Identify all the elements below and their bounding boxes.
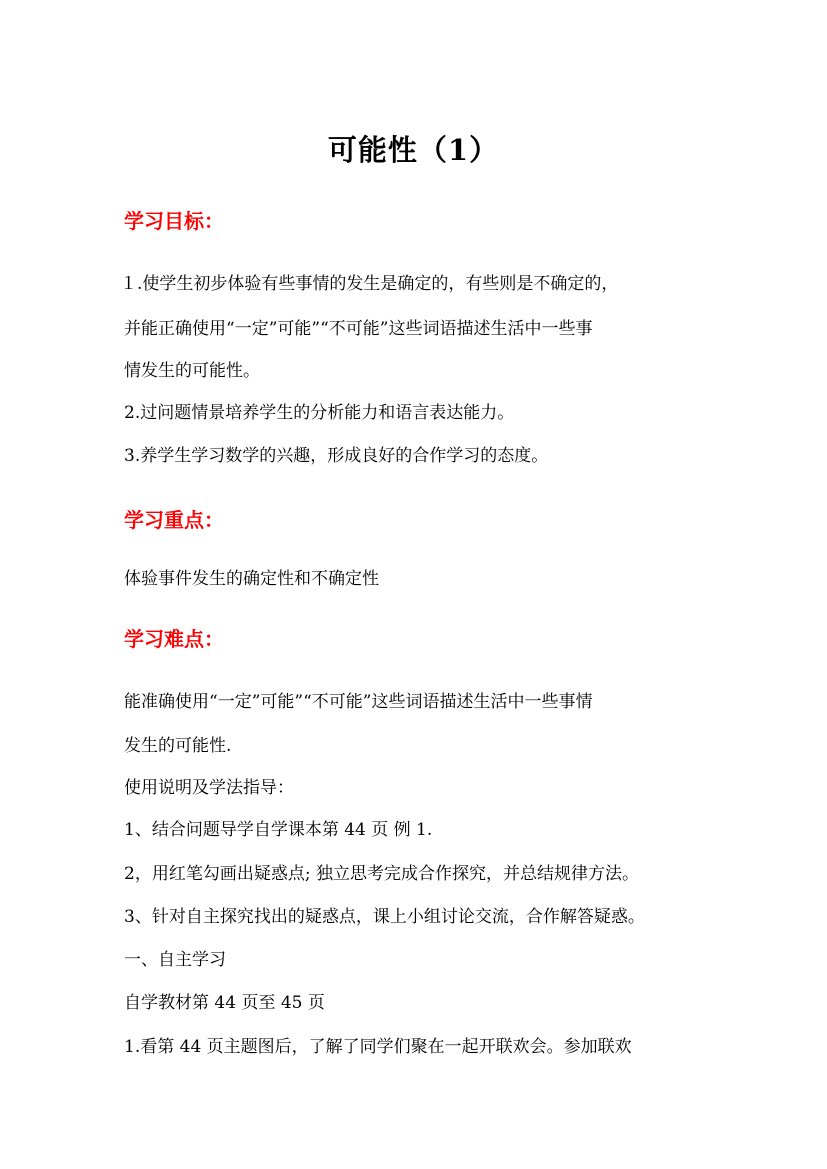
instruction-line-3: 3、针对自主探究找出的疑惑点，课上小组讨论交流，合作解答疑惑。	[124, 907, 645, 927]
difficulties-line-1: 能准确使用“一定”可能”“不可能”这些词语描述生活中一些事情	[124, 692, 593, 712]
objective-line-5: 3.养学生学习数学的兴趣，形成良好的合作学习的态度。	[124, 446, 549, 466]
difficulties-heading: 学习难点：	[124, 627, 224, 651]
objective-line-4: 2.过问题情景培养学生的分析能力和语言表达能力。	[124, 403, 515, 423]
key-points-heading: 学习重点：	[124, 508, 224, 532]
objective-line-3: 情发生的可能性。	[124, 361, 260, 381]
objectives-heading: 学习目标：	[124, 209, 224, 233]
objective-line-2: 并能正确使用“一定”可能”“不可能”这些词语描述生活中一些事	[124, 319, 593, 339]
self-study-text: 自学教材第 44 页至 45 页	[124, 993, 325, 1013]
key-points-text: 体验事件发生的确定性和不确定性	[124, 569, 379, 589]
objective-line-1: １.使学生初步体验有些事情的发生是确定的，有些则是不确定的，	[120, 274, 619, 294]
difficulties-line-2: 发生的可能性.	[124, 736, 232, 756]
instructions-heading: 使用说明及学法指导：	[124, 778, 294, 798]
instruction-line-1: 1、结合问题导学自学课本第 44 页 例 1.	[124, 820, 433, 840]
instruction-line-2: 2，用红笔勾画出疑惑点; 独立思考完成合作探究，并总结规律方法。	[124, 864, 639, 884]
self-study-item-1: 1.看第 44 页主题图后，了解了同学们聚在一起开联欢会。参加联欢	[124, 1037, 632, 1057]
document-title: 可能性（1）	[327, 133, 500, 167]
self-study-heading: 一、自主学习	[124, 950, 226, 970]
